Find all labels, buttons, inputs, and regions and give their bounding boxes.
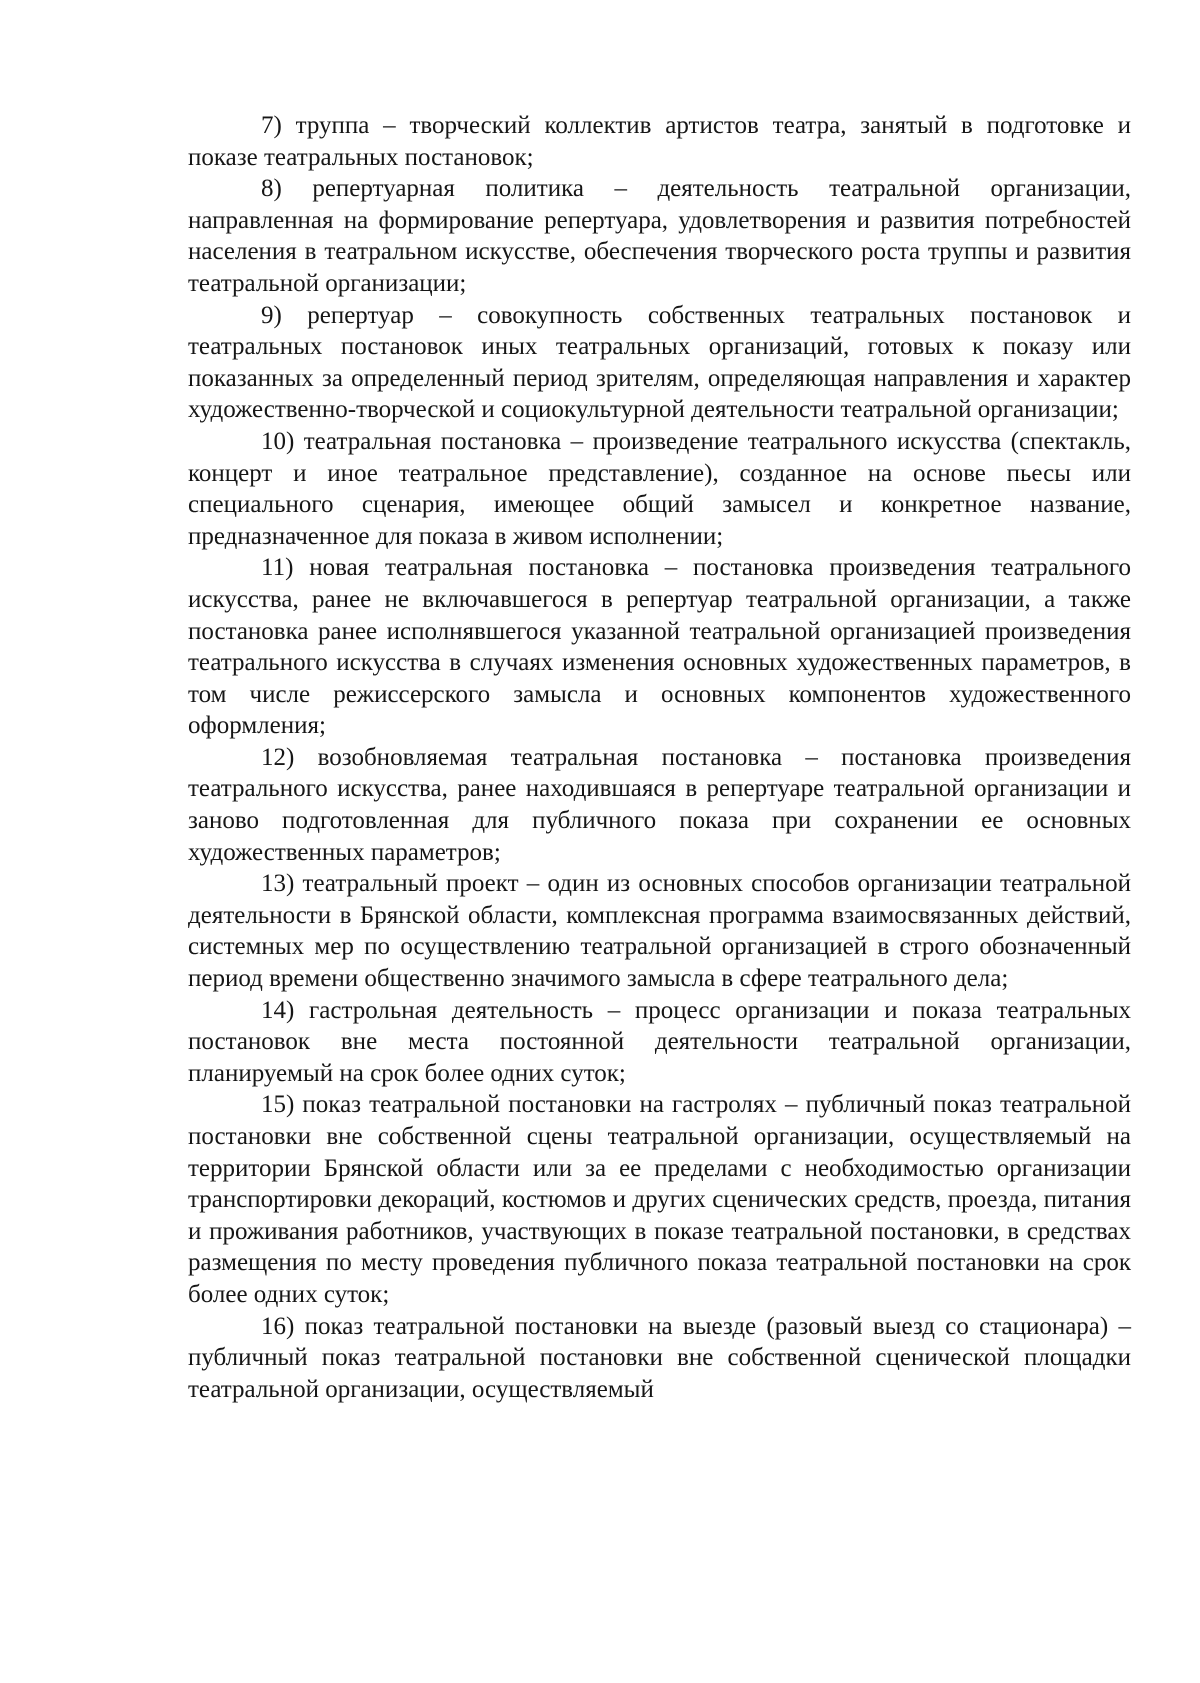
- document-page: [188, 110, 1131, 1405]
- definition-item-11: 11) новая театральная постановка – постановка произведения театрального искусства, ранее не включавшегося в репертуар театральной организации, а также постановка ранее исполнявшегося указанной театральной организацией произведения театрального искусства в случаях изменения основных художественных параметров, в том числе режиссерского замысла и основных компонентов художественного оформления;: [188, 554, 1131, 740]
- definition-item-12: 12) возобновляемая театральная постановка – постановка произведения театрального искусства, ранее находившаяся в репертуаре театральной организации и заново подготовленная для публичного показа при сохранении ее основных художественных параметров;: [188, 743, 1131, 866]
- definition-item-7: 7) труппа – творческий коллектив артистов театра, занятый в подготовке и показе театральных постановок;: [188, 112, 1131, 171]
- definition-item-10: 10) театральная постановка – произведение театрального искусства (спектакль, концерт и иное театральное представление), созданное на основе пьесы или специального сценария, имеющее общий замысел и конкретное название, предназначенное для показа в живом исполнении;: [188, 427, 1131, 550]
- definition-item-8: 8) репертуарная политика – деятельность театральной организации, направленная на формирование репертуара, удовлетворения и развития потребностей населения в театральном искусстве, обеспечения творческого роста труппы и развития театральной организации;: [188, 175, 1131, 297]
- definition-item-16: 16) показ театральной постановки на выезде (разовый выезд со стационара) – публичный показ театральной постановки вне собственной сценической площадки театральной организации, осуществляемый: [188, 1312, 1131, 1403]
- definition-item-15: 15) показ театральной постановки на гастролях – публичный показ театральной постановки вне собственной сцены театральной организации, осуществляемый на территории Брянской области или за ее пределами с необходимостью организации транспортировки декораций, костюмов и других сценических средств, проезда, питания и проживания работников, участвующих в показе театральной постановки, в средствах размещения по месту проведения публичного показа театральной постановки на срок более одних суток;: [188, 1091, 1131, 1308]
- definition-item-13: 13) театральный проект – один из основных способов организации театральной деятельности в Брянской области, комплексная программа взаимосвязанных действий, системных мер по осуществлению театральной организацией в строго обозначенный период времени общественно значимого замысла в сфере театрального дела;: [188, 870, 1131, 993]
- definition-item-14: 14) гастрольная деятельность – процесс организации и показа театральных постановок вне места постоянной деятельности театральной организации, планируемый на срок более одних суток;: [188, 996, 1131, 1087]
- definition-item-9: 9) репертуар – совокупность собственных театральных постановок и театральных постановок иных театральных организаций, готовых к показу или показанных за определенный период зрителям, определяющая направления и характер художественно-творческой и социокультурной деятельности театральной организации;: [188, 301, 1131, 424]
